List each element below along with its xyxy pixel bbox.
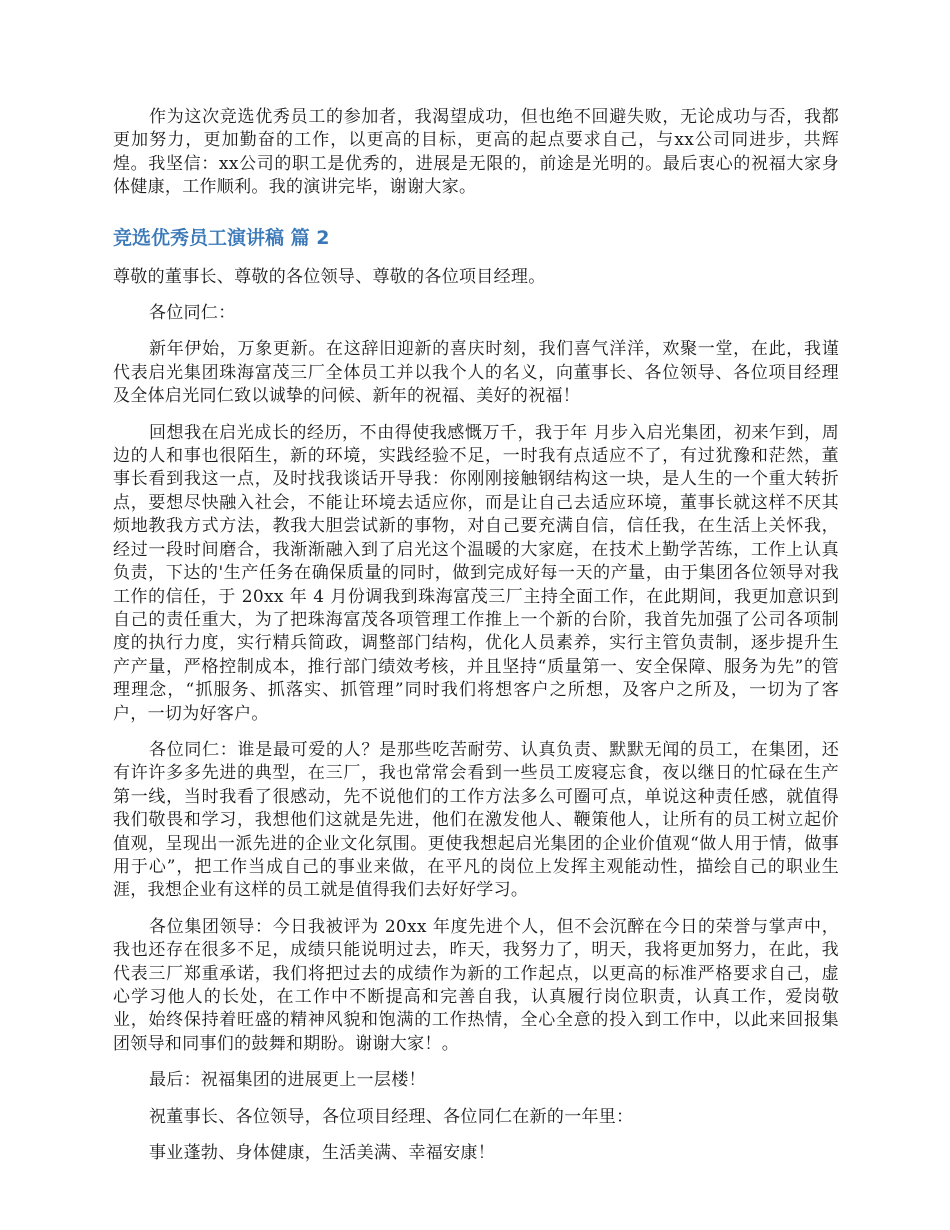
closing-wish-group: 最后：祝福集团的进展更上一层楼！ <box>149 1070 426 1091</box>
body-paragraph-leaders: 各位集团领导：今日我被评为 20xx 年度先进个人，但不会沉醉在今日的荣誉与掌声中，我也还存在很多不足，成绩只能说明过去，昨天，我努力了，明天，我将更加努力，在此，我代表三厂郑重承诺，我们将把过去的成绩作为新的工作起点，以更高的标准严格要求自己，虚心学习他人的长处，在工作中不断提高和完善自我，认真履行岗位职责，认真工作，爱岗敬业，始终保持着旺盛的精神风貌和饱满的工作热情，全心全意的投入到工作中，以此来回报集团领导和同事们的鼓舞和期盼。谢谢大家！。 <box>113 916 839 1054</box>
document-page <box>113 106 839 1165</box>
salutation: 尊敬的董事长、尊敬的各位领导、尊敬的各位项目经理。 <box>113 266 546 287</box>
colleagues-greeting: 各位同仁： <box>149 303 236 324</box>
body-paragraph-recollection: 回想我在启光成长的经历，不由得使我感慨万千，我于年 月步入启光集团，初来乍到，周边的人和事也很陌生，新的环境，实践经验不足，一时我有点适应不了，有过犹豫和茫然，董事长看到我这一点，及时找我谈话开导我：你刚刚接触钢结构这一块，是人生的一个重大转折点，要想尽快融入社会，不能让环境去适应你，而是让自己去适应环境，董事长就这样不厌其烦地教我方式方法，教我大胆尝试新的事物，对自己要充满自信，信任我，在生活上关怀我，经过一段时间磨合，我渐渐融入到了启光这个温暖的大家庭，在技术上勤学苦练，工作上认真负责，下达的'生产任务在确保质量的同时，做到完成好每一天的产量，由于集团各位领导对我工作的信任，于 20xx 年 4 月份调我到珠海富茂三厂主持全面工作，在此期间，我更加意识到自己的责任重大，为了把珠海富茂各项管理工作推上一个新的台阶，我首先加强了公司各项制度的执行力度，实行精兵简政，调整部门结构，优化人员素养，实行主管负责制，逐步提升生产产量，严格控制成本，推行部门绩效考核，并且坚持“质量第一、安全保障、服务为先”的管理理念，“抓服务、抓落实、抓管理”同时我们将想客户之所想，及客户之所及，一切为了客户，一切为好客户。 <box>113 422 839 724</box>
body-paragraph-new-year: 新年伊始，万象更新。在这辞旧迎新的喜庆时刻，我们喜气洋洋，欢聚一堂，在此，我谨代表启光集团珠海富茂三厂全体员工并以我个人的名义，向董事长、各位领导、各位项目经理及全体启光同仁致以诚挚的问候、新年的祝福、美好的祝福！ <box>113 339 839 407</box>
body-paragraph-colleagues: 各位同仁：谁是最可爱的人？是那些吃苦耐劳、认真负责、默默无闻的员工，在集团，还有许许多多先进的典型，在三厂，我也常常会看到一些员工废寝忘食，夜以继日的忙碌在生产第一线，当时我看了很感动，先不说他们的工作方法多么可圈可点，单说这种责任感，就值得我们敬畏和学习，我想他们这就是先进，他们在激发他人、鞭策他人，让所有的员工树立起价值观，呈现出一派先进的企业文化氛围。更使我想起启光集团的企业价值观“做人用于情，做事用于心”，把工作当成自己的事业来做，在平凡的岗位上发挥主观能动性，描绘自己的职业生涯，我想企业有这样的员工就是值得我们去好好学习。 <box>113 739 839 901</box>
closing-wish-final: 事业蓬勃、身体健康，生活美满、幸福安康！ <box>149 1143 495 1164</box>
intro-paragraph: 作为这次竞选优秀员工的参加者，我渴望成功，但也绝不回避失败，无论成功与否，我都更加努力，更加勤奋的工作，以更高的目标，更高的起点要求自己，与xx公司同进步，共辉煌。我坚信：xx公司的职工是优秀的，进展是无限的，前途是光明的。最后衷心的祝福大家身体健康，工作顺利。我的演讲完毕，谢谢大家。 <box>113 107 839 198</box>
closing-wish-audience: 祝董事长、各位领导，各位项目经理、各位同仁在新的一年里： <box>149 1106 634 1127</box>
section-heading: 竞选优秀员工演讲稿 篇 2 <box>113 226 330 249</box>
